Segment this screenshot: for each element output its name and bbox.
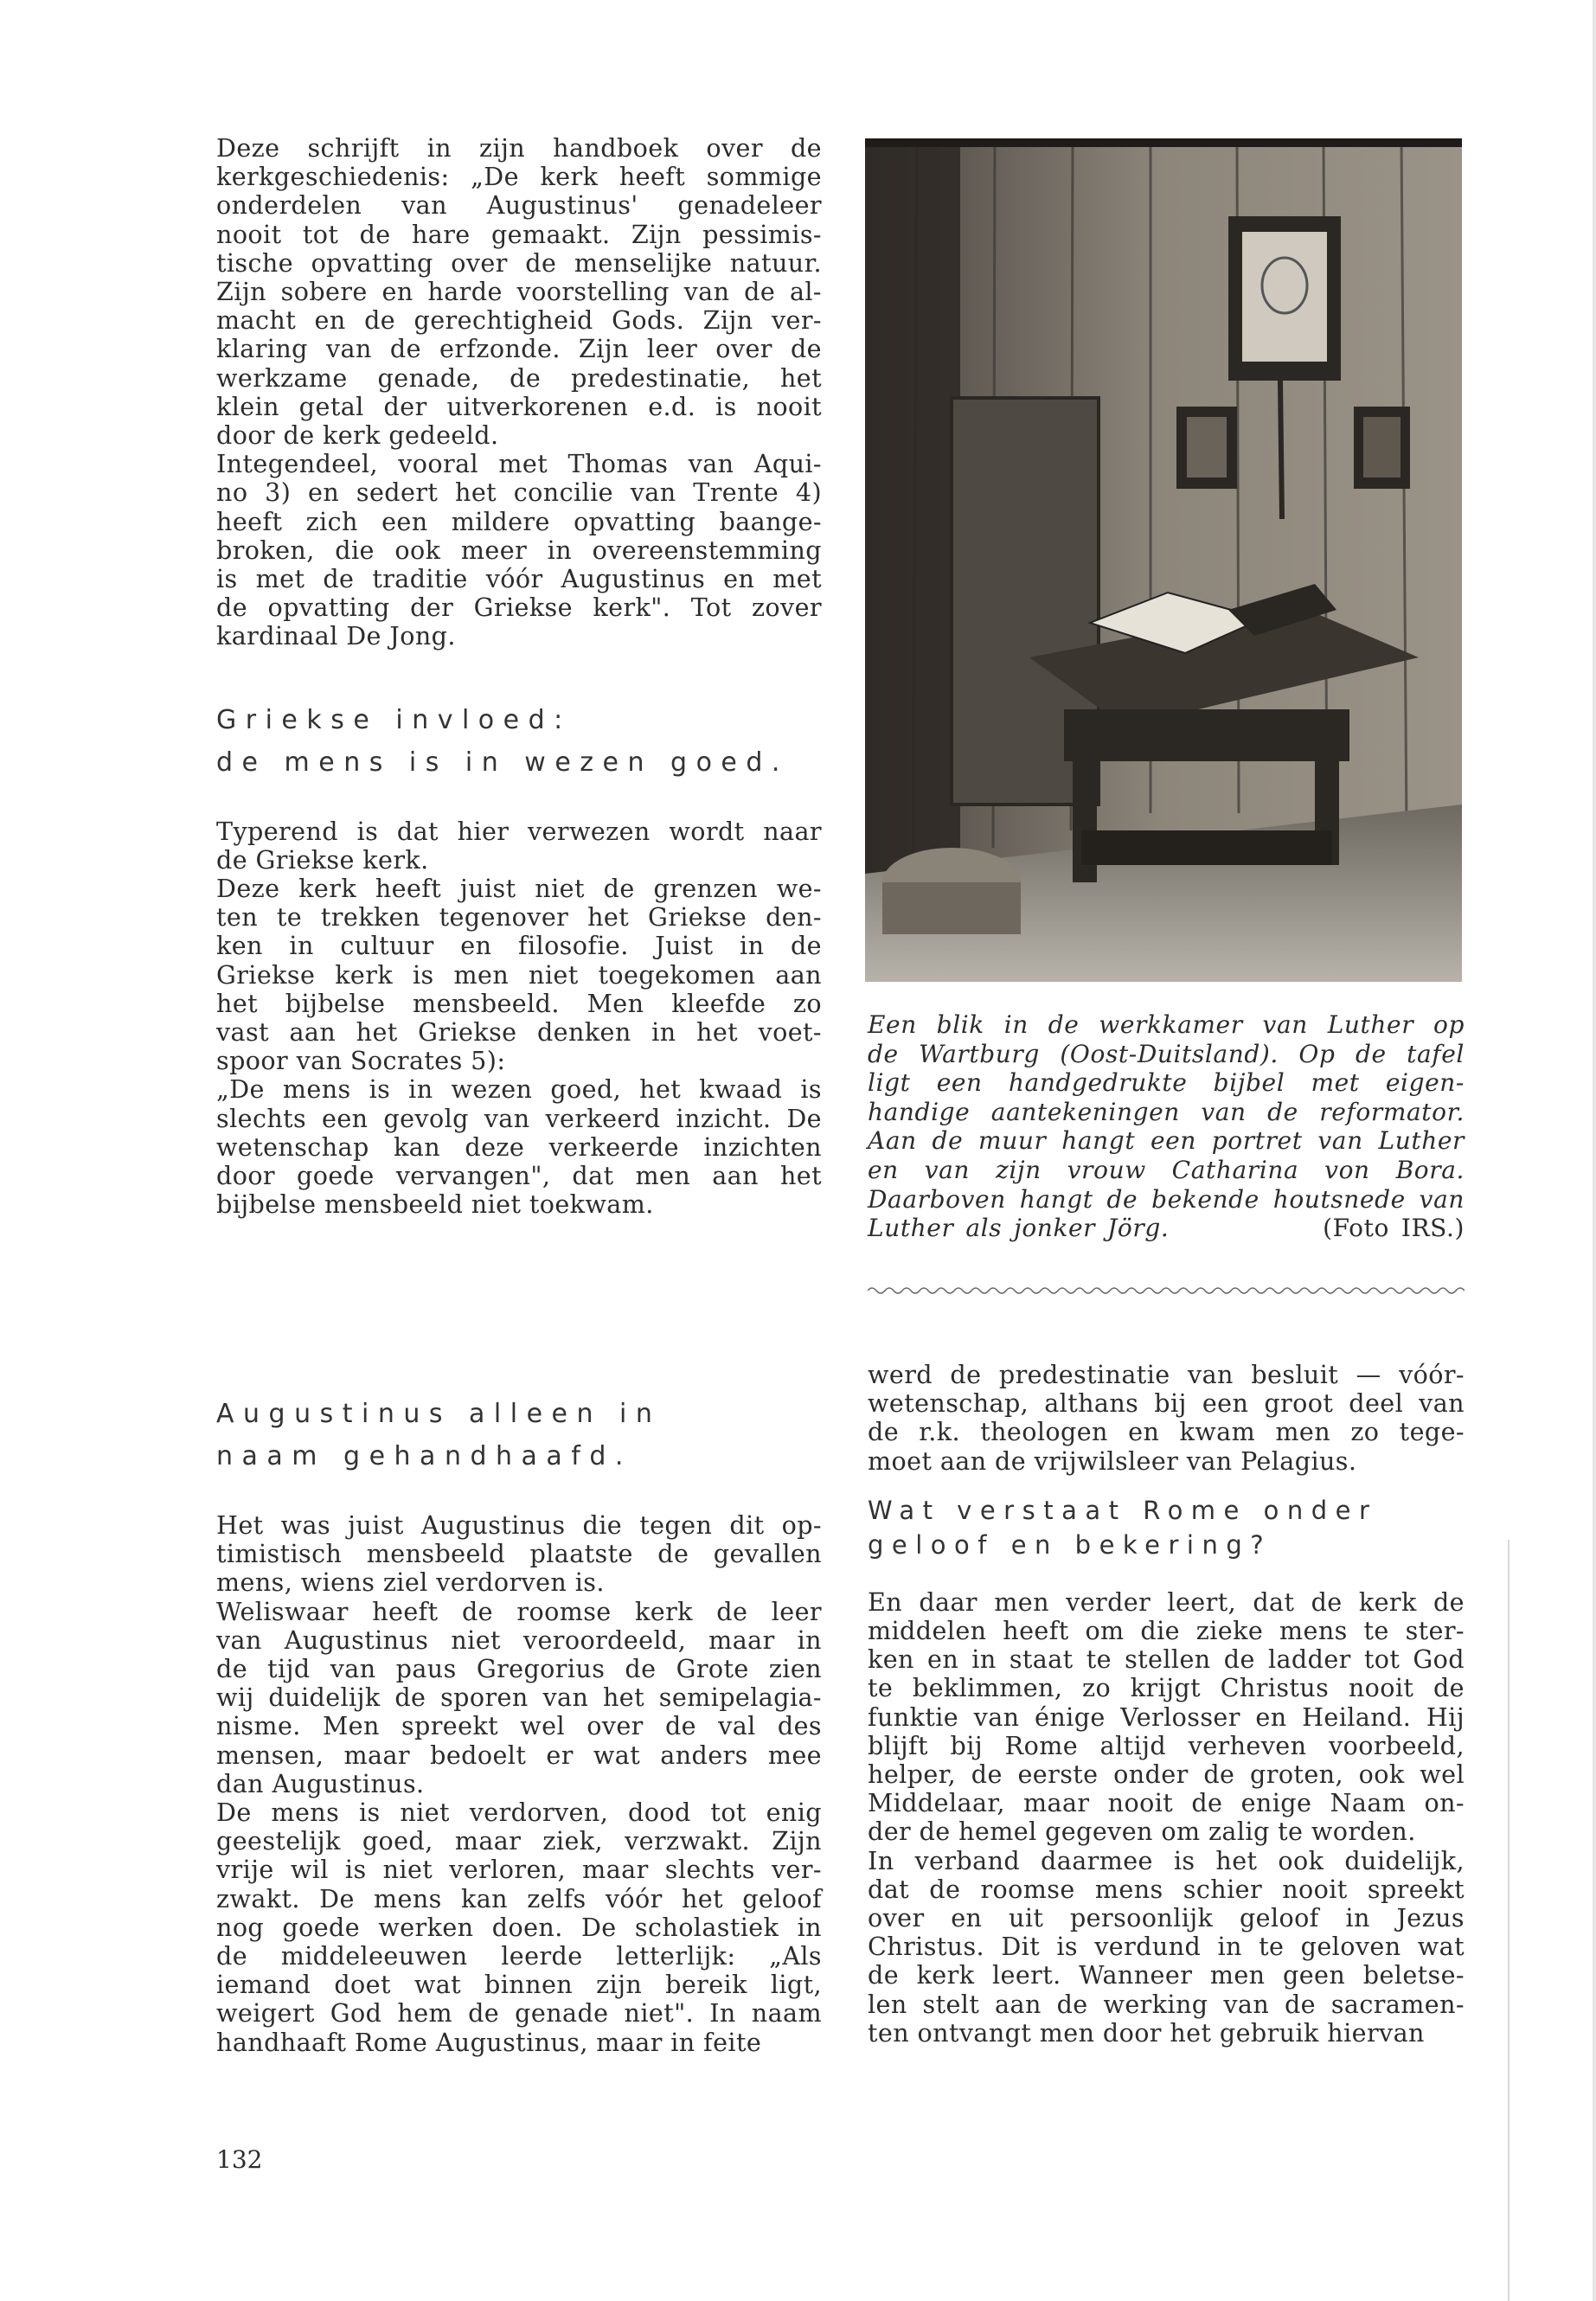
text-line: nisme. Men spreekt wel over de val des [216, 1711, 822, 1741]
text-line: klein getal der uitverkorenen e.d. is nooit [216, 391, 822, 421]
photo-credit: (Foto IRS.) [1323, 1214, 1465, 1243]
paragraph-weliswaar [216, 1598, 822, 1798]
text-line: en van zijn vrouw Catharina von Bora. [868, 1155, 1465, 1184]
paragraph-in-verband [868, 1847, 1465, 2048]
photo-caption [868, 1010, 1465, 1243]
text-line: „De mens is in wezen goed, het kwaad is [216, 1074, 822, 1105]
heading-augustinus [216, 1393, 822, 1477]
text-line: tische opvatting over de menselijke natuur. [216, 247, 822, 278]
text-line: Weliswaar heeft de roomse kerk de leer [216, 1596, 822, 1626]
text-line: Christus. Dit is verdund in te geloven wat [868, 1932, 1465, 1962]
text-line: werkzame genade, de predestinatie, het [216, 362, 822, 393]
text-line: ken in cultuur en filosofie. Juist in de [216, 931, 822, 961]
text-line: len stelt aan de werking van de sacramen- [868, 1989, 1465, 2019]
text-line: der de hemel gegeven om zalig te worden. [868, 1817, 1416, 1847]
text-line: funktie van énige Verlosser en Heiland. Hij [868, 1702, 1465, 1732]
text-line: mensen, maar bedoelt er wat anders mee [216, 1740, 822, 1770]
text-line: nooit tot de hare gemaakt. Zijn pessimis- [216, 219, 822, 249]
text-line: handhaaft Rome Augustinus, maar in feite [216, 2027, 762, 2057]
text-line: vrije wil is niet verloren, maar slechts ver- [216, 1855, 822, 1885]
text-line: Griekse kerk is men niet toegekomen aan [216, 959, 822, 990]
text-line: onderdelen van Augustinus' genadeleer [216, 190, 822, 221]
text-line: te beklimmen, zo krijgt Christus nooit de [868, 1673, 1465, 1703]
text-line: Deze schrijft in zijn handboek over de [216, 133, 822, 163]
text-line: Augustinus alleen in [216, 1399, 662, 1429]
text-line: is met de traditie vóór Augustinus en met [216, 564, 822, 594]
text-line: handige aantekeningen van de reformator. [868, 1097, 1465, 1126]
paragraph-integendeel [216, 450, 822, 651]
page-edge [1593, 0, 1596, 2301]
text-line: middelen heeft om die zieke mens te ster- [868, 1616, 1465, 1646]
text-line: dan Augustinus. [216, 1768, 425, 1798]
text-line: de opvatting der Griekse kerk". Tot zover [216, 593, 822, 623]
text-line: spoor van Socrates 5): [216, 1046, 506, 1076]
text-line: wetenschap kan deze verkeerde inzichten [216, 1131, 822, 1162]
text-line: ten ontvangt men door het gebruik hiervan [868, 2017, 1425, 2048]
text-line: macht en de gerechtigheid Gods. Zijn ver- [216, 305, 822, 336]
text-line: vast aan het Griekse denken in het voet- [216, 1017, 822, 1048]
text-line: de Griekse kerk. [216, 844, 429, 875]
text-line: de middeleeuwen leerde letterlijk: „Als [216, 1941, 822, 1971]
text-line: ten te trekken tegenover het Griekse den- [216, 902, 822, 933]
text-line: mens, wiens ziel verdorven is. [216, 1567, 605, 1598]
text-line: het bijbelse mensbeeld. Men kleefde zo [216, 988, 822, 1018]
text-line: weigert God hem de genade niet". In naam [216, 1998, 822, 2029]
text-line: kardinaal De Jong. [216, 621, 456, 651]
text-line: Het was juist Augustinus die tegen dit op- [216, 1510, 822, 1540]
text-line: slechts een gevolg van verkeerd inzicht. De [216, 1103, 822, 1133]
text-line: van Augustinus niet veroordeeld, maar in [216, 1625, 822, 1655]
text-line: Wat verstaat Rome onder [868, 1495, 1378, 1525]
text-line: dat de roomse mens schier nooit spreekt [868, 1874, 1465, 1904]
text-line: helper, de eerste onder de groten, ook wel [868, 1759, 1465, 1790]
paragraph-predestinatie [868, 1361, 1465, 1476]
text-line: moet aan de vrijwilsleer van Pelagius. [868, 1445, 1357, 1476]
paragraph-kerkgeschiedenis [216, 134, 822, 450]
wavy-divider [868, 1285, 1465, 1296]
text-line: klaring van de erfzonde. Zijn leer over de [216, 334, 822, 364]
text-line: de tijd van paus Gregorius de Grote zien [216, 1654, 822, 1684]
left-column-bottom [216, 1393, 822, 2057]
text-line: timistisch mensbeeld plaatste de gevallen [216, 1539, 822, 1569]
text-line: door goede vervangen", dat men aan het [216, 1161, 822, 1191]
paragraph-en-daar-men [868, 1588, 1465, 1847]
text-line: Typerend is dat hier verwezen wordt naar [216, 816, 822, 846]
text-line: wetenschap, althans bij een groot deel van [868, 1388, 1465, 1419]
text-line: ken en in staat te stellen de ladder tot God [868, 1644, 1465, 1675]
text-line: Middelaar, maar nooit de enige Naam on- [868, 1788, 1465, 1818]
caption-last-text: Luther als jonker Jörg. [868, 1214, 1170, 1243]
text-line: kerkgeschiedenis: „De kerk heeft sommige [216, 162, 822, 192]
left-column-top [216, 134, 822, 1220]
text-line: De mens is niet verdorven, dood tot enig [216, 1798, 822, 1828]
text-line: Daarboven hangt de bekende houtsnede van [868, 1184, 1465, 1214]
text-line: En daar men verder leert, dat de kerk de [868, 1586, 1465, 1617]
caption-last-line [868, 1214, 1465, 1243]
text-line: no 3) en sedert het concilie van Trente 4) [216, 478, 822, 508]
right-column-bottom [868, 1361, 1465, 2048]
text-line: ligt een handgedrukte bijbel met eigen- [868, 1068, 1465, 1098]
text-line: Griekse invloed: [216, 704, 572, 735]
heading-wat-verstaat-rome [868, 1493, 1465, 1562]
text-line: Deze kerk heeft juist niet de grenzen we- [216, 874, 822, 904]
paragraph-typerend [216, 817, 822, 875]
text-line: Aan de muur hangt een portret van Luther [868, 1126, 1465, 1156]
luther-study-photo [865, 138, 1462, 982]
text-line: geestelijk goed, maar ziek, verzwakt. Zijn [216, 1826, 822, 1856]
paragraph-deze-kerk [216, 875, 822, 1075]
text-line: de kerk leert. Wanneer men geen beletse- [868, 1960, 1465, 1990]
text-line: heeft zich een mildere opvatting baange- [216, 506, 822, 536]
text-line: In verband daarmee is het ook duidelijk, [868, 1845, 1465, 1875]
heading-griekse-invloed [216, 699, 822, 784]
text-line: de r.k. theologen en kwam men zo tege- [868, 1417, 1465, 1447]
text-line: de mens is in wezen goed. [216, 747, 789, 778]
text-line: blijft bij Rome altijd verheven voorbeeld, [868, 1730, 1465, 1760]
text-line: wij duidelijk de sporen van het semipelagia- [216, 1682, 822, 1713]
paragraph-het-was-juist [216, 1511, 822, 1598]
paragraph-de-mens-quote [216, 1075, 822, 1219]
text-line: nog goede werken doen. De scholastiek in [216, 1912, 822, 1942]
text-line: broken, die ook meer in overeenstemming [216, 535, 822, 565]
text-line: over en uit persoonlijk geloof in Jezus [868, 1903, 1465, 1933]
photo-illustration [865, 138, 1462, 982]
text-line: de Wartburg (Oost-Duitsland). Op de tafel [868, 1039, 1465, 1068]
text-line: geloof en bekering? [868, 1529, 1272, 1560]
text-line: zwakt. De mens kan zelfs vóór het geloof [216, 1883, 822, 1913]
text-line: iemand doet wat binnen zijn bereik ligt, [216, 1970, 822, 2000]
page-number: 132 [216, 2145, 263, 2174]
text-line: bijbelse mensbeeld niet toekwam. [216, 1189, 654, 1220]
text-line: Integendeel, vooral met Thomas van Aqui- [216, 449, 822, 479]
paragraph-de-mens-niet-verdorven [216, 1798, 822, 2057]
text-line: door de kerk gedeeld. [216, 420, 499, 451]
scan-edge-line [1508, 1540, 1509, 2301]
text-line: Zijn sobere en harde voorstelling van de al- [216, 277, 822, 307]
text-line: Een blik in de werkkamer van Luther op [868, 1010, 1465, 1039]
text-line: naam gehandhaafd. [216, 1441, 632, 1471]
caption-body [868, 1010, 1465, 1214]
text-line: werd de predestinatie van besluit — vóór- [868, 1360, 1465, 1389]
